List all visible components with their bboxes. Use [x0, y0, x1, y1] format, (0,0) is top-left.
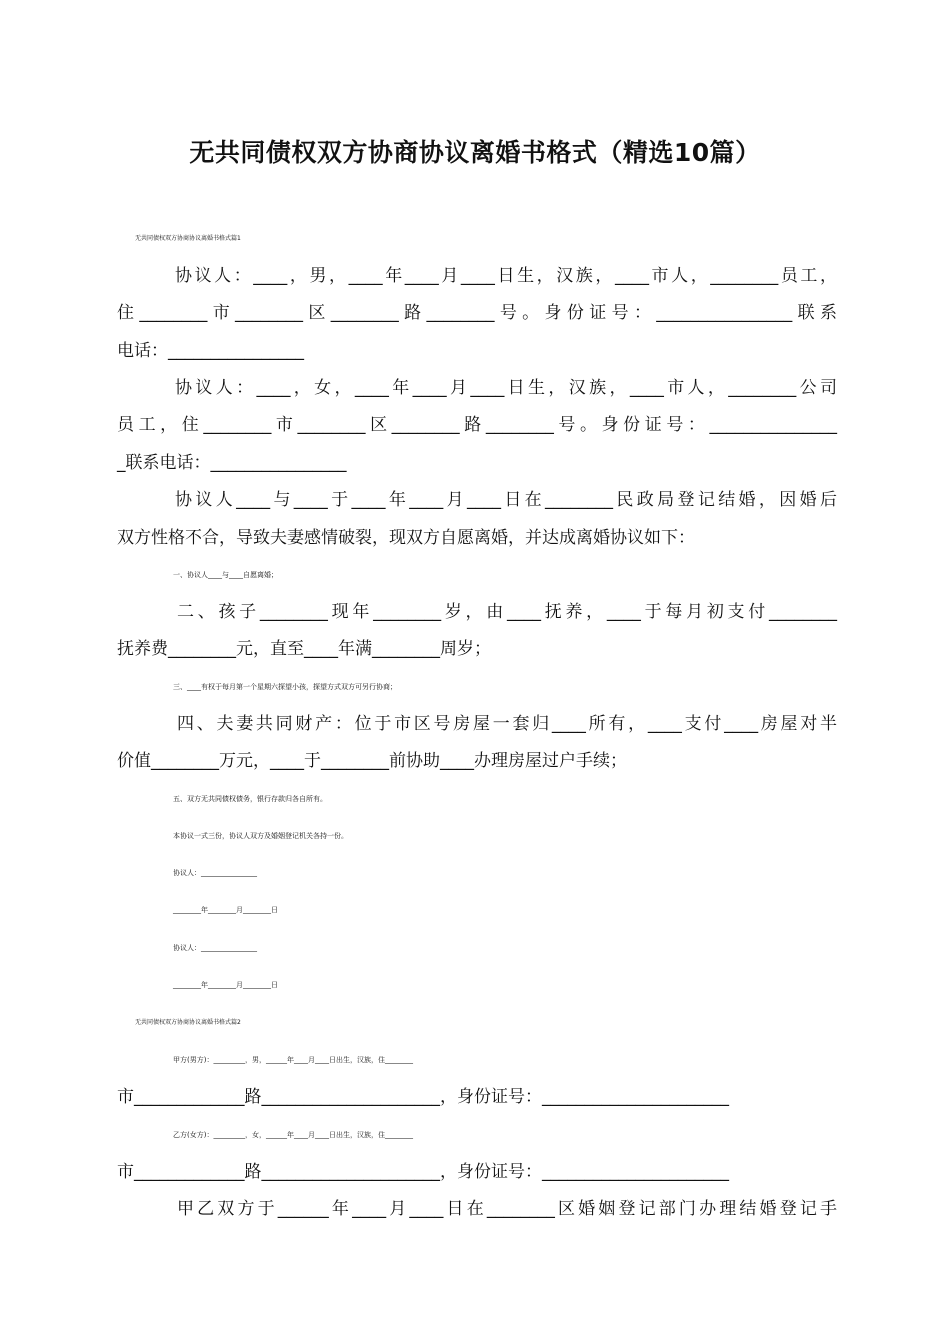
paragraph-line: 协议人：____，男，____年____月____日生，汉族，____市人，________员工， — [175, 266, 837, 286]
paragraph-line: 本协议一式三份，协议人双方及婚姻登记机关各持一份。 — [173, 832, 348, 840]
paragraph-line: 员工，住________市________区________路________号。身份证号：_______________ — [117, 415, 837, 435]
paragraph-line: 乙方(女方)：_________，女，______年____月____日出生，汉族，住________ — [173, 1131, 413, 1139]
clause-line: 三、____有权于每月第一个星期六探望小孩，探望方式双方可另行协商； — [173, 683, 397, 691]
clause-line: 五、双方无共同债权债务，银行存款归各自所有。 — [173, 795, 327, 803]
section-heading-2: 无共同债权双方协商协议离婚书格式篇2 — [135, 1019, 241, 1026]
clause-line: 一、协议人____与____自愿离婚； — [173, 571, 278, 579]
paragraph-line: 电话：________________ — [117, 341, 304, 361]
clause-line: 抚养费________元，直至____年满________周岁； — [117, 639, 491, 659]
document-title: 无共同债权双方协商协议离婚书格式（精选10篇） — [189, 138, 761, 167]
paragraph-line: 协议人：____，女，____年____月____日生，汉族，____市人，________公司 — [175, 378, 837, 398]
paragraph-line: 市_____________路_____________________，身份证号：______________________ — [117, 1162, 729, 1182]
signature-line: 协议人：________________ — [173, 944, 257, 952]
clause-line: 二、孩子________现年________岁，由____抚养，____于每月初支付________ — [177, 602, 837, 622]
paragraph-line: _联系电话：________________ — [117, 453, 347, 473]
paragraph-line: 协议人____与____于____年____月____日在________民政局登记结婚，因婚后 — [175, 490, 837, 510]
paragraph-line: 市_____________路_____________________，身份证号：______________________ — [117, 1087, 729, 1107]
paragraph-line: 甲方(男方)：_________，男，______年____月____日出生，汉族，住________ — [173, 1056, 413, 1064]
section-heading-1: 无共同债权双方协商协议离婚书格式篇1 — [135, 235, 241, 242]
paragraph-line: 双方性格不合，导致夫妻感情破裂，现双方自愿离婚，并达成离婚协议如下： — [117, 528, 695, 548]
signature-line: 协议人：________________ — [173, 869, 257, 877]
clause-line: 价值________万元，____于________前协助____办理房屋过户手续； — [117, 751, 627, 771]
date-line: ________年________月________日 — [173, 906, 278, 914]
paragraph-line: 住________市________区________路________号。身份证号：________________联系 — [117, 303, 837, 323]
date-line: ________年________月________日 — [173, 981, 278, 989]
paragraph-line: 甲乙双方于______年____月____日在________区婚姻登记部门办理结婚登记手 — [177, 1199, 837, 1219]
clause-line: 四、夫妻共同财产：位于市区号房屋一套归____所有，____支付____房屋对半 — [177, 714, 837, 734]
